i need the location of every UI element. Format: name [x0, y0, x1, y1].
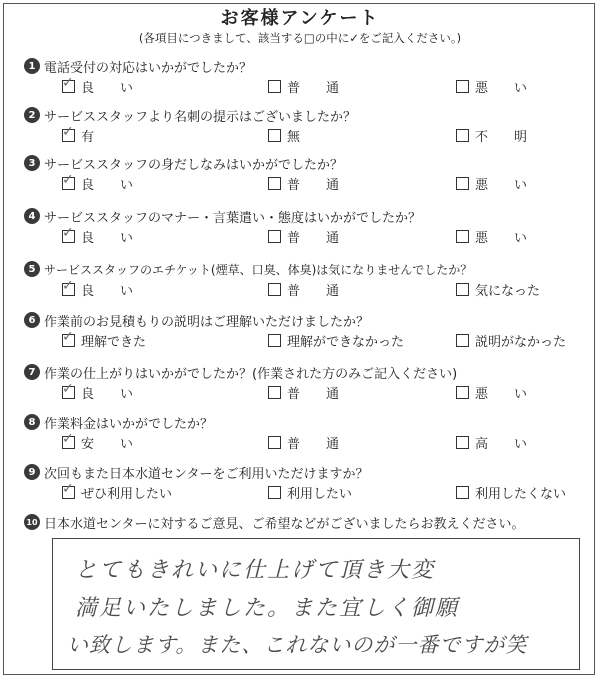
question-8: [24, 412, 213, 432]
option-label: 普 通: [287, 80, 340, 96]
option-label: 良 い: [81, 80, 134, 96]
question-text: サービススタッフの身だしなみはいかがでしたか？: [44, 157, 344, 173]
checkbox[interactable]: [456, 129, 469, 142]
check-mark-icon: ✓: [62, 123, 74, 140]
checkbox[interactable]: [268, 386, 281, 399]
checkbox[interactable]: [62, 380, 75, 399]
checkbox[interactable]: [62, 171, 75, 190]
question-7: [24, 362, 457, 382]
question-text: 次回もまた日本水道センターをご利用いただけますか？: [44, 466, 369, 482]
comment-line-1: とてもきれいに仕上げて頂き大変: [75, 558, 436, 583]
checkbox[interactable]: [268, 334, 281, 347]
question-9-option-1[interactable]: [62, 480, 173, 502]
question-5: [24, 259, 472, 279]
option-label: 理解できた: [81, 334, 147, 350]
question-6-option-3[interactable]: [456, 331, 566, 349]
question-7-option-1[interactable]: [62, 380, 134, 402]
checkbox[interactable]: [456, 80, 469, 93]
option-label: 良 い: [81, 177, 134, 193]
question-number-badge: 5: [24, 261, 40, 277]
option-label: 普 通: [287, 230, 340, 246]
checkbox[interactable]: [268, 129, 281, 142]
option-label: 利用したい: [287, 486, 353, 502]
option-label: 気になった: [475, 283, 541, 299]
comment-line-3: い致します。また、これないのが一番ですが笑: [67, 633, 528, 657]
question-text: 作業前のお見積もりの説明はご理解いただけましたか？: [44, 314, 370, 330]
question-number-badge: 9: [24, 464, 40, 480]
survey-instruction: (各項目につきまして、該当する□の中に✓をご記入ください。): [138, 31, 462, 45]
option-label: 普 通: [287, 386, 340, 402]
option-label: 良 い: [81, 283, 134, 299]
question-2: [24, 105, 356, 125]
checkbox[interactable]: [62, 74, 75, 93]
option-label: 悪 い: [475, 177, 528, 193]
option-label: 高 い: [475, 436, 528, 452]
comment-line-2: 満足いたしました。また宜しく御願: [75, 596, 460, 621]
question-number-badge: 10: [24, 514, 40, 530]
question-number-badge: 7: [24, 364, 40, 380]
option-label: 無: [287, 129, 301, 145]
question-4-option-1[interactable]: [62, 224, 134, 246]
question-text: 日本水道センターに対するご意見、ご希望などがございましたらお教えください。: [44, 516, 525, 532]
option-label: 普 通: [287, 177, 340, 193]
question-4: [24, 206, 421, 226]
question-3-option-2[interactable]: [268, 174, 339, 192]
checkbox[interactable]: [456, 177, 469, 190]
question-7-option-3[interactable]: [456, 383, 527, 401]
checkbox[interactable]: [62, 480, 75, 499]
question-number-badge: 4: [24, 208, 40, 224]
survey-title: お客様アンケート: [220, 8, 380, 29]
question-1: [24, 56, 252, 76]
question-9: [24, 462, 368, 482]
question-text: サービススタッフのエチケット(煙草、口臭、体臭)は気になりませんでしたか？: [44, 262, 473, 277]
question-7-option-2[interactable]: [268, 383, 339, 401]
checkbox[interactable]: [456, 230, 469, 243]
comment-box[interactable]: [52, 538, 580, 670]
checkbox[interactable]: [268, 486, 281, 499]
check-mark-icon: ✓: [62, 277, 74, 294]
question-8-option-3[interactable]: [456, 433, 527, 451]
checkbox[interactable]: [268, 80, 281, 93]
question-number-badge: 8: [24, 414, 40, 430]
checkbox[interactable]: [456, 283, 469, 296]
checkbox[interactable]: [62, 277, 75, 296]
question-9-option-3[interactable]: [456, 483, 566, 501]
option-label: ぜひ利用したい: [81, 486, 173, 502]
option-label: 安 い: [81, 436, 134, 452]
checkbox[interactable]: [62, 224, 75, 243]
option-label: 普 通: [287, 436, 340, 452]
question-5-option-1[interactable]: [62, 277, 134, 299]
checkbox[interactable]: [268, 177, 281, 190]
question-8-option-2[interactable]: [268, 433, 339, 451]
option-label: 良 い: [81, 230, 134, 246]
option-label: 良 い: [81, 386, 134, 402]
option-label: 理解ができなかった: [287, 334, 405, 350]
checkbox[interactable]: [62, 430, 75, 449]
question-1-option-1[interactable]: [62, 74, 134, 96]
question-number-badge: 2: [24, 107, 40, 123]
option-label: 説明がなかった: [475, 334, 567, 350]
check-mark-icon: ✓: [62, 380, 74, 397]
question-3: [24, 153, 343, 173]
checkbox[interactable]: [456, 486, 469, 499]
checkbox[interactable]: [62, 123, 75, 142]
option-label: 悪 い: [475, 230, 528, 246]
question-text: サービススタッフより名刺の提示はございましたか？: [44, 109, 357, 125]
question-2-option-2[interactable]: [268, 126, 300, 144]
question-number-badge: 6: [24, 312, 40, 328]
option-label: 利用したくない: [475, 486, 567, 502]
question-2-option-1[interactable]: [62, 123, 95, 145]
checkbox[interactable]: [456, 386, 469, 399]
option-label: 普 通: [287, 283, 340, 299]
question-1-option-2[interactable]: [268, 77, 339, 95]
question-5-option-3[interactable]: [456, 280, 540, 298]
question-6-option-2[interactable]: [268, 331, 404, 349]
question-5-option-2[interactable]: [268, 280, 339, 298]
option-label: 悪 い: [475, 386, 528, 402]
question-4-option-3[interactable]: [456, 227, 527, 245]
question-3-option-1[interactable]: [62, 171, 134, 193]
question-4-option-2[interactable]: [268, 227, 339, 245]
option-label: 不 明: [475, 129, 528, 145]
check-mark-icon: ✓: [62, 74, 74, 91]
checkbox[interactable]: [268, 230, 281, 243]
checkbox[interactable]: [456, 334, 469, 347]
question-3-option-3[interactable]: [456, 174, 527, 192]
question-6-option-1[interactable]: [62, 328, 147, 350]
check-mark-icon: ✓: [62, 171, 74, 188]
check-mark-icon: ✓: [62, 480, 74, 497]
checkbox[interactable]: [62, 328, 75, 347]
check-mark-icon: ✓: [62, 328, 74, 345]
checkbox[interactable]: [268, 283, 281, 296]
question-text: 作業の仕上がりはいかがでしたか？(作業された方のみご記入ください): [44, 366, 458, 382]
option-label: 有: [81, 129, 95, 145]
checkbox[interactable]: [456, 436, 469, 449]
question-9-option-2[interactable]: [268, 483, 352, 501]
check-mark-icon: ✓: [62, 430, 74, 447]
question-8-option-1[interactable]: [62, 430, 134, 452]
question-text: 作業料金はいかがでしたか？: [44, 416, 214, 432]
question-6: [24, 310, 369, 330]
question-number-badge: 1: [24, 58, 40, 74]
question-10: [24, 512, 524, 532]
question-1-option-3[interactable]: [456, 77, 527, 95]
check-mark-icon: ✓: [62, 224, 74, 241]
option-label: 悪 い: [475, 80, 528, 96]
question-text: 電話受付の対応はいかがでしたか？: [44, 60, 253, 76]
question-text: サービススタッフのマナー・言葉遣い・態度はいかがでしたか？: [44, 210, 422, 226]
question-number-badge: 3: [24, 155, 40, 171]
checkbox[interactable]: [268, 436, 281, 449]
question-2-option-3[interactable]: [456, 126, 527, 144]
